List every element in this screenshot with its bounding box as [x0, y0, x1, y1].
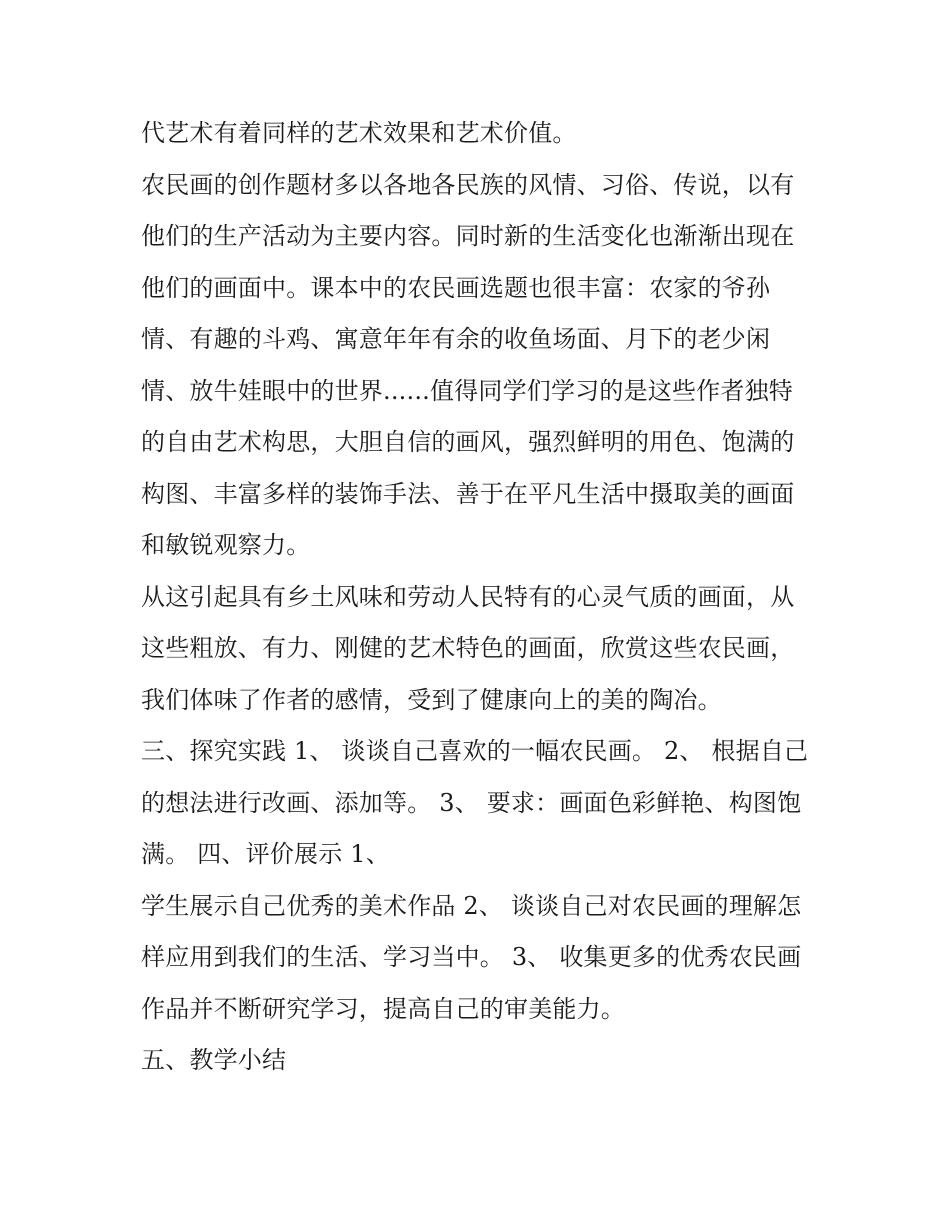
text-line: 三、探究实践 1、 谈谈自己喜欢的一幅农民画。 2、 根据自己 [141, 737, 809, 765]
text-line: 情、有趣的斗鸡、寓意年年有余的收鱼场面、月下的老少闲 [141, 325, 771, 353]
text-line: 代艺术有着同样的艺术效果和艺术价值。 [141, 119, 577, 147]
text-line: 农民画的创作题材多以各地各民族的风情、习俗、传说，以有 [141, 170, 795, 199]
document-body [141, 108, 821, 1087]
text-line: 他们的画面中。课本中的农民画选题也很丰富：农家的爷孙 [141, 273, 771, 302]
text-line: 学生展示自己优秀的美术作品 2、 谈谈自己对农民画的理解怎 [141, 891, 802, 920]
text-line: 情、放牛娃眼中的世界......值得同学们学习的是这些作者独特 [141, 376, 793, 405]
text-line: 和敏锐观察力。 [141, 531, 311, 559]
text-line: 从这引起具有乡土风味和劳动人民特有的心灵气质的画面，从 [141, 582, 795, 611]
text-line: 我们体味了作者的感情，受到了健康向上的美的陶冶。 [141, 685, 722, 714]
text-line: 作品并不断研究学习，提高自己的审美能力。 [141, 994, 625, 1023]
text-line: 构图、丰富多样的装饰手法、善于在平凡生活中摄取美的画面 [141, 479, 795, 508]
text-line: 满。 四、评价展示 1、 [141, 840, 390, 868]
text-line: 的想法进行改画、添加等。 3、 要求：画面色彩鲜艳、构图饱 [141, 788, 802, 817]
section-heading: 五、教学小结 [141, 1046, 287, 1074]
text-line: 样应用到我们的生活、学习当中。 3、 收集更多的优秀农民画 [141, 943, 802, 971]
text-line: 他们的生产活动为主要内容。同时新的生活变化也渐渐出现在 [141, 222, 795, 250]
text-line: 这些粗放、有力、刚健的艺术特色的画面，欣赏这些农民画， [141, 634, 795, 662]
text-line: 的自由艺术构思，大胆自信的画风，强烈鲜明的用色、饱满的 [141, 428, 795, 456]
